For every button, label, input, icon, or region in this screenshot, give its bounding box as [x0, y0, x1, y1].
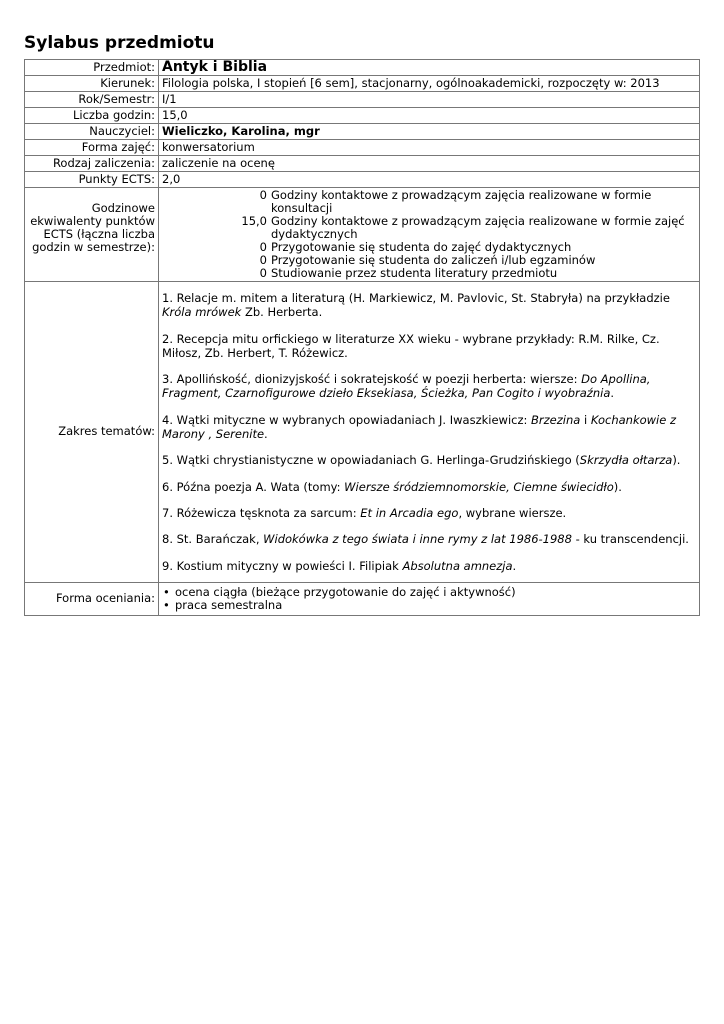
hours-description: Studiowanie przez studenta literatury przedmiotu [271, 266, 558, 280]
list-item: • praca semestralna [162, 599, 696, 612]
hours-description: Przygotowanie się studenta do zajęć dydaktycznych [271, 240, 572, 254]
topic-item: 5. Wątki chrystianistyczne w opowiadaniach G. Herlinga-Grudzińskiego (Skrzydła ołtarza). [162, 453, 681, 468]
topic-item: 7. Różewicza tęsknota za sarcum: Et in Arcadia ego, wybrane wiersze. [162, 505, 567, 520]
row-kierunek [25, 76, 700, 92]
row-przedmiot [25, 60, 700, 76]
label-ects: Punkty ECTS: [25, 172, 159, 188]
hours-item [162, 215, 696, 241]
hours-item [162, 189, 696, 215]
row-rodzaj-zaliczenia [25, 156, 700, 172]
hours-description: Przygotowanie się studenta do zaliczeń i/lub egzaminów [271, 253, 596, 267]
hours-value: 0 [259, 240, 267, 254]
list-item: • ocena ciągła (bieżące przygotowanie do zajęć i aktywność) [162, 586, 696, 599]
value-godziny: 15,0 [159, 108, 700, 124]
hours-description: Godziny kontaktowe z prowadzącym zajęcia realizowane w formie konsultacji [271, 188, 652, 215]
value-rodzaj-zaliczenia: zaliczenie na ocenę [159, 156, 700, 172]
topic-item: 2. Recepcja mitu orfickiego w literaturze XX wieku - wybrane przykłady: R.M. Rilke, Cz. Miłosz, Zb. Herbert, T. Różewicz. [162, 331, 660, 360]
label-zakres-tematow: Zakres tematów: [25, 282, 159, 583]
hours-value: 0 [259, 266, 267, 280]
value-nauczyciel: Wieliczko, Karolina, mgr [159, 124, 700, 140]
value-rok: I/1 [159, 92, 700, 108]
row-rok [25, 92, 700, 108]
hours-item [162, 267, 696, 280]
row-ects [25, 172, 700, 188]
value-ects: 2,0 [159, 172, 700, 188]
topic-item: 9. Kostium mityczny w powieści I. Filipiak Absolutna amnezja. [162, 558, 517, 573]
value-kierunek: Filologia polska, I stopień [6 sem], stacjonarny, ogólnoakademicki, rozpoczęty w: 2013 [159, 76, 700, 92]
label-ekwiwalenty: Godzinowe ekwiwalenty punktów ECTS (łączna liczba godzin w semestrze): [25, 188, 159, 282]
label-rodzaj-zaliczenia: Rodzaj zaliczenia: [25, 156, 159, 172]
row-zakres-tematow [25, 282, 700, 583]
hours-value: 15,0 [241, 214, 267, 228]
row-nauczyciel [25, 124, 700, 140]
label-rok: Rok/Semestr: [25, 92, 159, 108]
page-title: Sylabus przedmiotu [24, 33, 215, 53]
hours-description: Godziny kontaktowe z prowadzącym zajęcia realizowane w formie zajęć dydaktycznych [271, 214, 685, 241]
topic-item: 6. Późna poezja A. Wata (tomy: Wiersze śródziemnomorskie, Ciemne świecidło). [162, 479, 622, 494]
value-przedmiot: Antyk i Biblia [159, 60, 700, 76]
hours-value: 0 [259, 188, 267, 202]
topic-item: 3. Apollińskość, dionizyjskość i sokratejskość w poezji herberta: wiersze: Do Apollina, Fragment, Czarnofigurowe dzieło Eksekiasa, Ścieżka, Pan Cogito i wyobraźnia. [162, 372, 651, 401]
label-godziny: Liczba godzin: [25, 108, 159, 124]
topics-cell [159, 282, 700, 583]
hours-value: 0 [259, 253, 267, 267]
row-forma-zajec [25, 140, 700, 156]
label-kierunek: Kierunek: [25, 76, 159, 92]
value-forma-zajec: konwersatorium [159, 140, 700, 156]
ekwiwalenty-list [159, 188, 700, 282]
label-nauczyciel: Nauczyciel: [25, 124, 159, 140]
topic-item: 1. Relacje m. mitem a literaturą (H. Markiewicz, M. Pavlovic, St. Stabryła) na przykładzie Króla mrówek Zb. Herberta. [162, 291, 670, 320]
topic-item: 8. St. Barańczak, Widokówka z tego świata i inne rymy z lat 1986-1988 - ku transcendencji. [162, 532, 689, 547]
topic-item: 4. Wątki mityczne w wybranych opowiadaniach J. Iwaszkiewicz: Brzezina i Kochankowie z Marony , Serenite. [162, 412, 677, 442]
label-forma-zajec: Forma zajęć: [25, 140, 159, 156]
row-forma-oceniania [25, 582, 700, 615]
row-ekwiwalenty [25, 188, 700, 282]
row-godziny [25, 108, 700, 124]
ocenianie-list [159, 582, 700, 615]
label-forma-oceniania: Forma oceniania: [25, 582, 159, 615]
label-przedmiot: Przedmiot: [25, 60, 159, 76]
syllabus-table [24, 59, 700, 616]
